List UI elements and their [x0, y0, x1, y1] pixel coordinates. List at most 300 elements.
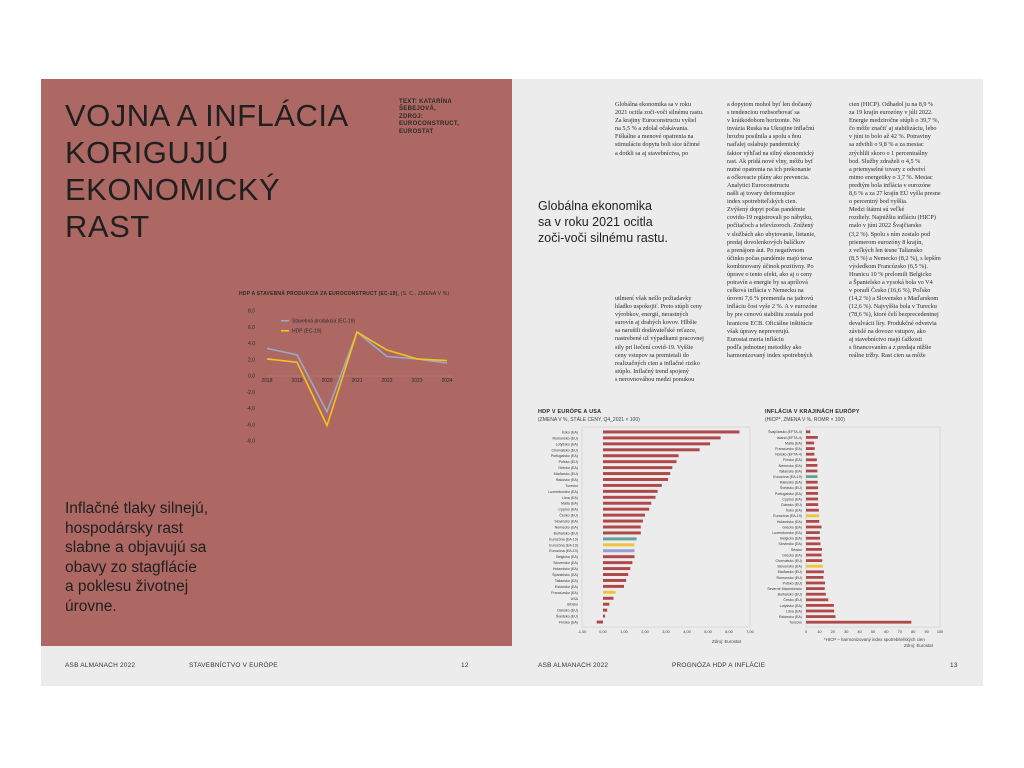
bar — [603, 484, 662, 487]
y-tick-label: -8,0 — [246, 438, 255, 445]
x-tick-label: 2019 — [291, 378, 303, 384]
quote-line: úrovne. — [65, 597, 117, 615]
text-line: závislé na dovoze vstupov, ako — [849, 327, 926, 335]
quote-line: obavy zo stagflácie — [65, 558, 197, 576]
text-line: s tendenciou rozbsorbovať sa — [727, 109, 800, 117]
category-label: Chorvátsko (EU) — [775, 559, 802, 563]
text-line: Globálna ekonomika sa v roku — [615, 101, 691, 108]
text-line: a priemyselné tovary z odvetví — [849, 165, 926, 173]
bar — [806, 526, 822, 529]
text-line: a očkovacie plány ako prevencia. — [727, 173, 810, 181]
bar — [603, 585, 624, 588]
plot-frame — [806, 427, 940, 627]
bar — [806, 582, 825, 585]
bar — [806, 436, 818, 439]
bar — [603, 549, 635, 552]
text-line: však úpravy nepreverujú. — [727, 327, 790, 335]
y-tick-label: -6,0 — [246, 422, 255, 429]
text-line: hranicou ECB. Oficiálne inštitúcie — [727, 319, 813, 327]
text-line: nutné opatrenia na ich prekonanie — [727, 165, 811, 173]
bar — [603, 567, 630, 570]
text-line: bod. Služby zdraželi o 4,5 % — [849, 157, 921, 165]
text-line: (12,6 %). Najvyššia bola v Turecku — [849, 303, 937, 311]
text-line: stimuláciu dopytu boli síce účinné — [615, 141, 700, 149]
category-label: Švédsko (EU) — [779, 486, 802, 491]
bar — [603, 514, 645, 517]
text-column-3 — [849, 101, 941, 360]
bar — [806, 610, 834, 613]
category-label: Lotyšsko (EA) — [779, 603, 802, 608]
category-label: Eurozóna (EA-19) — [773, 475, 802, 479]
text-line: naďalej oslabuje pandemický — [727, 141, 800, 149]
text-line: Hranicu 10 % prelomili Belgicko — [849, 270, 932, 278]
text-line: mimo energetiky o 3,7 %. Mesiac — [849, 173, 933, 181]
bar — [806, 458, 817, 461]
text-line: by pre cenovú stabilitu zostala pod — [727, 311, 814, 319]
category-label: Luxembursko (EA) — [548, 489, 578, 494]
quote-line: slabne a objavujú sa — [65, 539, 207, 556]
bar — [806, 498, 818, 501]
text-line: priemerom eurozóny 8 krajín, — [849, 238, 923, 246]
category-label: Litva (EA) — [786, 609, 802, 614]
bar — [806, 481, 818, 484]
text-line: a prenájom áut. Po negatívnom — [727, 246, 805, 254]
category-label: Nórsko (EFTA-4) — [775, 452, 802, 457]
left-page — [41, 79, 512, 686]
text-line: Analytici Euroconstructu — [727, 181, 790, 189]
bar — [603, 603, 609, 606]
category-label: Dánsko (EU) — [781, 503, 802, 507]
quote-line: hospodársky rast — [65, 519, 184, 537]
line-chart-title — [239, 291, 449, 297]
category-label: Rakúsko (EA) — [555, 477, 578, 482]
bar — [806, 475, 818, 478]
bar — [603, 526, 641, 529]
category-label: Holandsko (EA) — [776, 519, 802, 524]
bar — [603, 478, 668, 481]
category-label: Slovensko (EA) — [777, 564, 802, 569]
category-label: Nemecko (EA) — [778, 463, 802, 468]
credit-line: ZDROJ: — [399, 113, 424, 120]
bar — [603, 454, 679, 457]
bar — [806, 509, 819, 512]
category-label: Luxembursko (EA) — [772, 531, 802, 535]
pull-line: sa v roku 2021 ocitla — [538, 215, 653, 229]
text-line: surovín aj drahých kovov. Hlbšie — [615, 319, 697, 327]
x-tick-label: 50 — [870, 630, 876, 634]
x-tick-label: -1,00 — [577, 630, 587, 634]
title-line: EKONOMICKÝ — [65, 172, 281, 207]
category-label: Fínsko (EA) — [783, 458, 802, 463]
category-label: Švédsko (EU) — [555, 614, 578, 619]
category-label: Eurozóna (EA-19) — [549, 537, 578, 542]
category-label: Cyprus (EA) — [558, 507, 578, 512]
bar — [806, 604, 834, 607]
bar — [603, 597, 614, 600]
credit-line: EUROCONSTRUCT, — [399, 121, 460, 128]
x-tick-label: 100 — [936, 630, 944, 634]
category-label: Fínsko (EA) — [559, 620, 578, 625]
text-line: aj stavebníctvo majú ťažkosti — [849, 335, 922, 343]
text-line: výsledkom Francúzsko (6,5 %). — [849, 262, 928, 270]
bar — [603, 448, 700, 451]
text-line: reálne tržby. Rast cien sa môže — [849, 351, 926, 359]
text-line: a dopytom mohol byť len dočasný — [727, 101, 812, 108]
text-column-2 — [727, 101, 817, 360]
magazine-spread — [41, 79, 983, 686]
category-label: Turecko — [565, 483, 578, 488]
gdp-chart-subtitle: (ZMENA V %, STÁLE CENY, Q4_2021 × 100) — [538, 417, 640, 423]
category-label: Rumunsko (EU) — [552, 436, 578, 441]
title-line: KORIGUJÚ — [65, 135, 230, 170]
bar — [597, 621, 603, 624]
category-label: Eurozóna (EA-19) — [773, 514, 802, 519]
category-label: Maďarsko (EU) — [777, 570, 802, 575]
legend-label: HDP (EC-19) — [292, 328, 322, 335]
text-column-1b — [615, 295, 704, 384]
text-line: úrovni 7,6 % premenila na jadrovú — [727, 295, 814, 303]
line-chart-title-text: HDP A STAVEBNÁ PRODUKCIA ZA EUROCONSTRUCT (EC-19), — [239, 291, 400, 297]
x-tick-label: 2021 — [351, 378, 363, 384]
gdp-chart-title: HDP V EURÓPE A USA — [538, 409, 602, 415]
text-line: predtým bola inflácia v eurozóne — [849, 181, 931, 189]
category-label: Grécko (EA) — [558, 466, 578, 471]
text-line: účinku počas pandémie majú teraz — [727, 254, 813, 262]
x-tick-label: 20 — [830, 630, 835, 634]
text-line: sa narušili dodávateľské reťazce, — [615, 327, 697, 335]
text-line: invázia Ruska na Ukrajine inflačnú — [727, 125, 815, 133]
x-tick-label: 60 — [884, 630, 889, 634]
x-tick-label: 80 — [911, 630, 916, 634]
category-label: Taliansko (EA) — [778, 469, 802, 474]
text-line: 8,6 % a za 27 krajín EÚ vyšla presne — [849, 190, 941, 198]
x-tick-label: 5,00 — [704, 630, 712, 634]
credit-line: ŠEBEJOVÁ, — [399, 106, 437, 113]
text-line: infláciu čosi vyše 2 %. A v eurozóne — [727, 303, 818, 311]
x-tick-label: 2022 — [381, 378, 393, 384]
bar — [603, 472, 670, 475]
category-label: Dánsko (EU) — [557, 608, 578, 613]
bar — [806, 503, 818, 506]
category-label: Eurozóna (EA-19) — [549, 549, 578, 554]
text-line: v poradí Česko (16,6 %), Poľsko — [849, 287, 931, 295]
text-line: výrobkov, energií, nerastných — [615, 311, 689, 319]
x-tick-label: 90 — [924, 630, 929, 634]
bar — [603, 502, 651, 505]
category-label: Rakúsko (EA) — [779, 480, 802, 485]
quote-line: a poklesu životnej — [65, 578, 189, 595]
x-tick-label: 10 — [817, 630, 822, 634]
x-tick-label: 2024 — [441, 378, 453, 384]
inflation-bar-chart — [764, 425, 944, 637]
bar — [603, 460, 677, 463]
bar — [603, 573, 628, 576]
pull-quote — [65, 499, 275, 616]
category-label: Česko (EU) — [783, 598, 802, 603]
category-label: Poľsko (EU) — [558, 460, 578, 465]
category-label: Bulharsko (EU) — [553, 531, 578, 536]
bar — [806, 593, 826, 596]
footer-section: PROGNÓZA HDP A INFLÁCIE — [672, 662, 766, 669]
text-line: stúplo. Inflačný trend spojený — [615, 367, 689, 375]
bar — [603, 537, 637, 540]
category-label: Maďarsko (EU) — [553, 472, 578, 477]
x-tick-label: 7,00 — [746, 630, 754, 634]
pull-line: Globálna ekonomika — [538, 199, 652, 213]
y-tick-label: -2,0 — [246, 389, 255, 396]
bar — [806, 531, 820, 534]
bar — [603, 490, 658, 493]
category-label: Belgicko (EA) — [556, 555, 578, 560]
bar — [806, 486, 818, 489]
text-line: potravín a energie by sa aprílová — [727, 279, 808, 287]
category-label: Slovinsko (EA) — [554, 519, 578, 524]
footer-publication: ASB ALMANACH 2022 — [65, 662, 136, 669]
x-tick-label: 2,00 — [641, 630, 649, 634]
category-label: Estónsko (EA) — [555, 584, 578, 589]
category-label: Eurozóna (EA-19) — [549, 543, 578, 548]
category-label: Bulharsko (EU) — [777, 592, 802, 597]
bar — [603, 609, 607, 612]
pull-line: zoči-voči silnému rastu. — [538, 231, 668, 245]
category-label: Malta (EA) — [785, 441, 802, 446]
line-chart — [237, 301, 457, 451]
bar — [806, 447, 815, 450]
title-line: RAST — [65, 209, 150, 244]
text-line: hrozbu posilnila a spolu s ňou — [727, 133, 802, 141]
bar — [603, 591, 616, 594]
inflation-footnote: *HICP – harmonizovaný index spotrebiteľských cien — [824, 637, 925, 642]
bar — [806, 587, 825, 590]
credit-line: TEXT: KATARÍNA — [399, 99, 452, 105]
text-line: Energie medziročne stúpli o 39,7 %, — [849, 117, 940, 125]
x-tick-label: 6,00 — [725, 630, 733, 634]
text-line: zrýchlili skoro o 1 percentuálny — [849, 149, 928, 157]
bar — [806, 442, 814, 445]
text-line: cien (HICP). Odhadol ju na 8,9 % — [849, 101, 934, 108]
category-label: Grécko (EA) — [782, 525, 802, 530]
x-tick-label: 40 — [857, 630, 862, 634]
text-line: nastrebené už výpadkami pracovnej — [615, 335, 704, 343]
page-title — [65, 97, 365, 245]
category-label: Írsko (EA) — [562, 430, 578, 435]
page-number: 12 — [461, 662, 469, 669]
bar — [603, 531, 641, 534]
text-line: Eurostat meria infláciu — [727, 335, 784, 343]
text-line: Fiškálne a menové opatrenia na — [615, 133, 694, 141]
bar — [603, 466, 672, 469]
pull-quote-right — [538, 198, 708, 246]
inflation-source-note: Zdroj: Eurostat — [904, 643, 933, 648]
credit-line: EUROSTAT — [399, 128, 434, 135]
text-line: z veľkých len tesne Taliansko — [849, 246, 923, 254]
category-label: Francúzsko (EA) — [551, 590, 578, 595]
text-line: podľa jednotnej metodiky ako — [727, 343, 802, 351]
page-number: 13 — [950, 662, 958, 669]
text-line: v krátkodobom horizonte. No — [727, 117, 801, 125]
text-line: celková inflácia v Nemecku na — [727, 287, 804, 295]
bar — [806, 548, 822, 551]
x-tick-label: 2018 — [261, 378, 273, 384]
x-tick-label: 30 — [844, 630, 849, 634]
text-line: malo v júni 2022 Švajčiarsko — [849, 222, 922, 230]
text-line: na 5,5 % a zdolal očakávania. — [615, 125, 689, 133]
text-line: s financovaním a z predaja nižšie — [849, 343, 932, 351]
inflation-chart-title: INFLÁCIA V KRAJINÁCH EURÓPY — [765, 409, 860, 415]
text-line: (3,2 %). Spolu s ním zostalo pod — [849, 230, 931, 238]
bar — [806, 514, 819, 517]
y-tick-label: 0,0 — [248, 373, 255, 380]
category-label: Estónsko (EA) — [779, 615, 802, 619]
text-line: v službách ako ubytovanie, lietanie, — [727, 230, 816, 238]
category-label: Írsko (EA) — [786, 508, 802, 513]
x-tick-label: 4,00 — [683, 630, 691, 634]
bar — [603, 555, 635, 558]
line-chart-subtitle: (S. C., ZMENA V %) — [400, 291, 450, 297]
bar — [603, 543, 635, 546]
red-panel — [41, 79, 512, 646]
text-line: o percentný bod vyššia. — [849, 198, 908, 206]
bar — [806, 615, 835, 618]
x-tick-label: 1,00 — [620, 630, 628, 634]
category-label: USA — [570, 596, 578, 601]
text-line: sily pri liečení covid-19. Vyššie — [615, 343, 694, 351]
text-line: rozdiely. Najnižšiu infláciu (HICP) — [849, 214, 936, 222]
category-label: Srbsko — [790, 547, 802, 552]
category-label: Belgicko (EA) — [780, 536, 802, 541]
legend-label: Stavebná produkcia (EC-19) — [292, 318, 356, 325]
text-line: v júni to bolo až 42 %. Potraviny — [849, 133, 931, 141]
bar — [603, 615, 605, 618]
text-line: za 19 krajín eurozóny v júli 2022. — [849, 109, 933, 117]
text-column-1a — [615, 101, 704, 158]
category-label: Poľsko (EU) — [782, 581, 802, 586]
x-tick-label: 0 — [804, 630, 808, 634]
text-line: ceny vstupov sa premietali do — [615, 351, 689, 359]
category-label: Nemecko (EA) — [554, 525, 578, 530]
text-line: kombinovaný účinok pozitívny. Po — [727, 262, 814, 270]
bar — [603, 442, 710, 445]
text-line: rast. Ak pridá nové vlny, môžu byť — [727, 157, 814, 165]
category-label: Portugalsko (EA) — [774, 491, 802, 496]
x-tick-label: 70 — [897, 630, 902, 634]
category-label: Švajčiarsko (EFTA-4) — [768, 430, 802, 435]
category-label: Chorvátsko (EU) — [551, 448, 578, 453]
bar — [603, 430, 740, 433]
bar — [603, 561, 632, 564]
bar — [603, 436, 721, 439]
category-label: Cyprus (EA) — [782, 497, 802, 502]
bar — [806, 464, 817, 467]
gdp-source-note: Zdroj: Eurostat — [712, 639, 741, 644]
bar — [603, 508, 649, 511]
y-tick-label: 6,0 — [248, 324, 255, 331]
category-label: Holandsko (EA) — [552, 567, 578, 572]
bar — [806, 537, 820, 540]
text-line: Medzi štátmi sú veľké — [849, 206, 905, 214]
text-line: faktor výhľad na silný ekonomický — [727, 149, 815, 157]
bar — [806, 621, 911, 624]
category-label: Turecko — [789, 620, 802, 625]
bar — [806, 576, 823, 579]
category-label: Španielsko (EA) — [552, 573, 578, 577]
bar — [806, 598, 828, 601]
text-line: (8,5 %) a Nemecko (8,2 %), s lepším — [849, 254, 941, 262]
category-label: Rumunsko (EU) — [776, 575, 802, 580]
bar — [806, 453, 814, 456]
inflation-chart-subtitle: (HICP*, ZMENA V %, ROMR × 100) — [765, 417, 845, 423]
text-line: (78,6 %), ktoré čelí bezprecedentnej — [849, 311, 939, 319]
bar — [603, 520, 643, 523]
category-label: Srbsko — [566, 602, 578, 607]
author-credit — [399, 99, 499, 136]
text-line: počítačoch a televízoroch. Znížený — [727, 222, 814, 230]
bar — [603, 496, 656, 499]
category-label: Portugalsko (EA) — [550, 454, 578, 459]
category-label: Island (EFTA-4) — [776, 435, 802, 440]
bar — [806, 559, 822, 562]
bar — [806, 570, 824, 573]
text-line: realizačných cien a inflačné riziko — [615, 359, 700, 367]
text-line: našli aj tovary deformujúce — [727, 190, 795, 198]
text-line: harmonizovaný index spotrebných — [727, 351, 813, 359]
x-tick-label: 0,00 — [599, 630, 607, 634]
bar — [806, 430, 810, 433]
text-line: úprave o tento efekt, ako aj o ceny — [727, 270, 813, 278]
text-line: Za krajiny Euroconstructu vyšiel — [615, 117, 697, 125]
text-line: a dotkli sa aj stavebníctva, po — [615, 149, 689, 157]
bar — [806, 520, 819, 523]
category-label: Severné Macedónsko — [767, 587, 802, 591]
bar — [603, 579, 626, 582]
category-label: Malta (EA) — [561, 501, 578, 506]
text-line: a Španielsko a vysoká bola vo V4 — [849, 279, 933, 287]
text-line: predaj dovolenkových balíčkov — [727, 238, 806, 246]
text-line: s nerovnováhou medzi ponukou — [615, 375, 695, 383]
text-line: index spotrebiteľských cien. — [727, 198, 798, 206]
bar — [806, 554, 822, 557]
series-line — [267, 332, 447, 412]
x-tick-label: 2020 — [321, 378, 333, 384]
gdp-bar-chart — [536, 425, 752, 637]
y-tick-label: 8,0 — [248, 308, 255, 315]
category-label: Lotyšsko (EA) — [555, 442, 578, 447]
footer-section: STAVEBNÍCTVO V EURÓPE — [189, 662, 278, 669]
text-line: hladko uspokojiť. Preto stúpli ceny — [615, 303, 703, 311]
text-line: covidu-19 registrovali po nábytku, — [727, 214, 813, 222]
text-line: Zvýšený dopyt počas pandémie — [727, 206, 806, 214]
bar — [806, 470, 817, 473]
footer-publication: ASB ALMANACH 2022 — [538, 662, 609, 669]
y-tick-label: 4,0 — [248, 341, 255, 347]
text-line: devalvácii líry. Produkčné odvetvia — [849, 319, 937, 327]
right-page — [512, 79, 983, 686]
y-tick-label: 2,0 — [248, 357, 255, 364]
quote-line: Inflačné tlaky silnejú, — [65, 500, 209, 517]
bar — [806, 565, 823, 568]
text-line: čo môže značiť aj stabilizáciu, lebo — [849, 125, 937, 133]
bar — [806, 542, 820, 545]
title-line: VOJNA A INFLÁCIA — [65, 98, 349, 133]
bar — [806, 492, 818, 495]
y-tick-label: -4,0 — [246, 406, 255, 412]
text-line: 2021 ocitla zoči-voči silnému rastu. — [615, 109, 704, 117]
category-label: Litva (EA) — [562, 495, 578, 500]
text-line: (14,2 %) a Slovensko s Maďarskom — [849, 295, 939, 303]
text-line: utlmení však nešlo požiadavky — [615, 295, 692, 302]
category-label: Česko (EU) — [559, 513, 578, 518]
text-line: sa zdvihli o 9,8 % a za mesiac — [849, 141, 924, 149]
